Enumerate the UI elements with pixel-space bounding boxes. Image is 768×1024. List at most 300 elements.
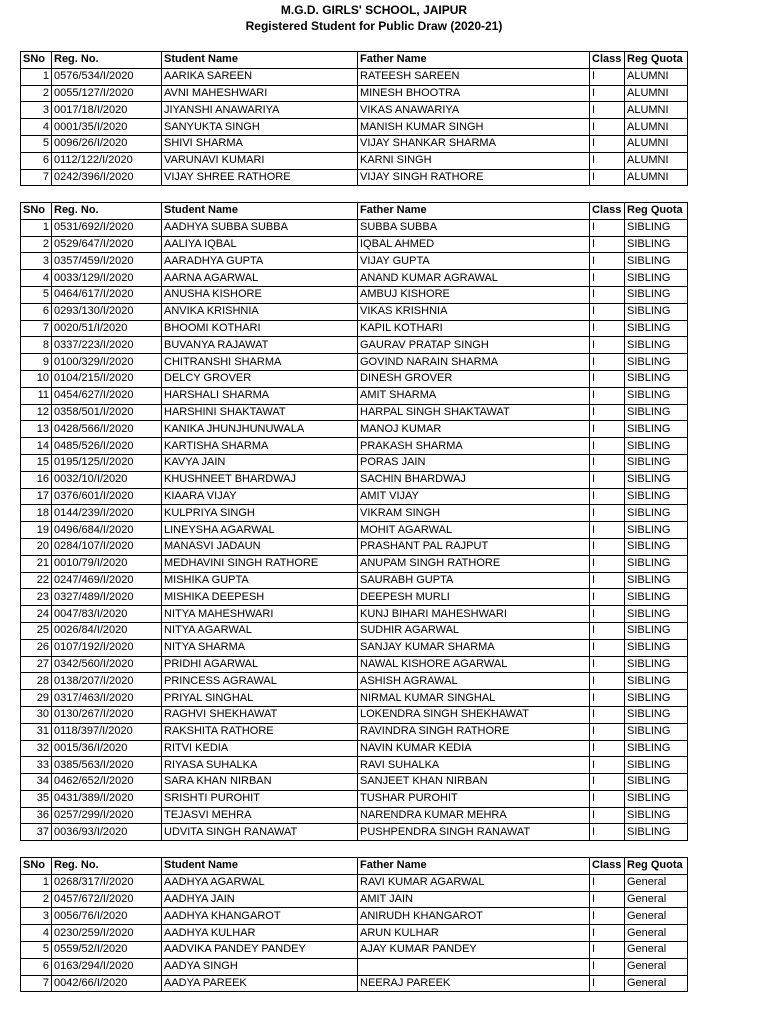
column-header-student-name: Student Name [162, 858, 358, 875]
table-row [21, 236, 688, 253]
reg-no-cell: 0385/563/I/2020 [52, 757, 162, 774]
reg-quota-cell: SIBLING [625, 471, 688, 488]
sno-cell: 22 [21, 572, 52, 589]
table-row [21, 102, 688, 119]
father-name-cell: AMIT JAIN [358, 891, 590, 908]
table-row [21, 337, 688, 354]
sno-cell: 9 [21, 354, 52, 371]
sno-cell: 32 [21, 740, 52, 757]
reg-quota-cell: SIBLING [625, 270, 688, 287]
sno-cell: 12 [21, 404, 52, 421]
reg-quota-cell: ALUMNI [625, 119, 688, 136]
student-name-cell: AADHYA SUBBA SUBBA [162, 219, 358, 236]
document-subtitle: Registered Student for Public Draw (2020-21) [245, 19, 503, 33]
father-name-cell: PRASHANT PAL RAJPUT [358, 538, 590, 555]
table-row [21, 286, 688, 303]
column-header-sno: SNo [21, 203, 52, 220]
table-row [21, 589, 688, 606]
sno-cell: 29 [21, 690, 52, 707]
reg-no-cell: 0428/566/I/2020 [52, 421, 162, 438]
sno-cell: 7 [21, 169, 52, 186]
class-cell: I [590, 690, 625, 707]
table-row [21, 774, 688, 791]
reg-quota-cell: SIBLING [625, 622, 688, 639]
father-name-cell: LOKENDRA SINGH SHEKHAWAT [358, 706, 590, 723]
table-row [21, 690, 688, 707]
column-header-reg-quota: Reg Quota [625, 203, 688, 220]
student-name-cell: AADVIKA PANDEY PANDEY [162, 941, 358, 958]
student-name-cell: AADYA SINGH [162, 958, 358, 975]
sno-cell: 26 [21, 639, 52, 656]
table-row [21, 522, 688, 539]
father-name-cell: NAWAL KISHORE AGARWAL [358, 656, 590, 673]
sno-cell: 10 [21, 370, 52, 387]
class-cell: I [590, 925, 625, 942]
father-name-cell: HARPAL SINGH SHAKTAWAT [358, 404, 590, 421]
reg-quota-cell: ALUMNI [625, 135, 688, 152]
father-name-cell: PRAKASH SHARMA [358, 438, 590, 455]
student-name-cell: ANVIKA KRISHNIA [162, 303, 358, 320]
sno-cell: 6 [21, 303, 52, 320]
table-row [21, 404, 688, 421]
father-name-cell: GAURAV PRATAP SINGH [358, 337, 590, 354]
reg-quota-cell: SIBLING [625, 790, 688, 807]
reg-no-cell: 0485/526/I/2020 [52, 438, 162, 455]
reg-no-cell: 0055/127/I/2020 [52, 85, 162, 102]
sno-cell: 4 [21, 925, 52, 942]
class-cell: I [590, 354, 625, 371]
reg-quota-cell: SIBLING [625, 807, 688, 824]
reg-no-cell: 0257/299/I/2020 [52, 807, 162, 824]
reg-quota-cell: SIBLING [625, 690, 688, 707]
table-row [21, 925, 688, 942]
father-name-cell: ANUPAM SINGH RATHORE [358, 555, 590, 572]
reg-no-cell: 0047/83/I/2020 [52, 606, 162, 623]
class-cell: I [590, 656, 625, 673]
table-row [21, 740, 688, 757]
reg-quota-cell: SIBLING [625, 370, 688, 387]
sno-cell: 28 [21, 673, 52, 690]
reg-quota-cell: SIBLING [625, 404, 688, 421]
student-name-cell: AADHYA JAIN [162, 891, 358, 908]
sno-cell: 35 [21, 790, 52, 807]
reg-no-cell: 0118/397/I/2020 [52, 723, 162, 740]
student-name-cell: CHITRANSHI SHARMA [162, 354, 358, 371]
sno-cell: 31 [21, 723, 52, 740]
father-name-cell: KAPIL KOTHARI [358, 320, 590, 337]
class-cell: I [590, 958, 625, 975]
class-cell: I [590, 454, 625, 471]
student-name-cell: AARIKA SAREEN [162, 68, 358, 85]
column-header-reg-no: Reg. No. [52, 858, 162, 875]
reg-quota-cell: SIBLING [625, 354, 688, 371]
table-row [21, 169, 688, 186]
reg-no-cell: 0020/51/I/2020 [52, 320, 162, 337]
sno-cell: 13 [21, 421, 52, 438]
table-row [21, 622, 688, 639]
reg-quota-cell: SIBLING [625, 236, 688, 253]
class-cell: I [590, 421, 625, 438]
reg-quota-cell: General [625, 908, 688, 925]
reg-quota-cell: SIBLING [625, 538, 688, 555]
class-cell: I [590, 337, 625, 354]
reg-quota-cell: SIBLING [625, 387, 688, 404]
sno-cell: 5 [21, 941, 52, 958]
reg-no-cell: 0462/652/I/2020 [52, 774, 162, 791]
father-name-cell: KUNJ BIHARI MAHESHWARI [358, 606, 590, 623]
student-name-cell: SANYUKTA SINGH [162, 119, 358, 136]
father-name-cell: AMIT VIJAY [358, 488, 590, 505]
sno-cell: 4 [21, 119, 52, 136]
sno-cell: 16 [21, 471, 52, 488]
reg-quota-cell: SIBLING [625, 320, 688, 337]
table-row [21, 471, 688, 488]
father-name-cell: NIRMAL KUMAR SINGHAL [358, 690, 590, 707]
student-name-cell: SHIVI SHARMA [162, 135, 358, 152]
class-cell: I [590, 438, 625, 455]
reg-quota-cell: SIBLING [625, 824, 688, 841]
class-cell: I [590, 236, 625, 253]
reg-quota-cell: ALUMNI [625, 68, 688, 85]
column-header-father-name: Father Name [358, 52, 590, 69]
table-row [21, 706, 688, 723]
table-row [21, 253, 688, 270]
class-cell: I [590, 135, 625, 152]
father-name-cell: GOVIND NARAIN SHARMA [358, 354, 590, 371]
student-name-cell: PRIDHI AGARWAL [162, 656, 358, 673]
table-row [21, 454, 688, 471]
student-name-cell: RITVI KEDIA [162, 740, 358, 757]
class-cell: I [590, 538, 625, 555]
column-header-father-name: Father Name [358, 858, 590, 875]
reg-no-cell: 0230/259/I/2020 [52, 925, 162, 942]
reg-quota-cell: SIBLING [625, 421, 688, 438]
column-header-student-name: Student Name [162, 52, 358, 69]
column-header-sno: SNo [21, 52, 52, 69]
student-name-cell: MEDHAVINI SINGH RATHORE [162, 555, 358, 572]
student-name-cell: AARNA AGARWAL [162, 270, 358, 287]
class-cell: I [590, 572, 625, 589]
table-row [21, 505, 688, 522]
reg-no-cell: 0036/93/I/2020 [52, 824, 162, 841]
sno-cell: 1 [21, 874, 52, 891]
father-name-cell: IQBAL AHMED [358, 236, 590, 253]
column-header-father-name: Father Name [358, 203, 590, 220]
father-name-cell: AMBUJ KISHORE [358, 286, 590, 303]
father-name-cell: VIJAY GUPTA [358, 253, 590, 270]
table-row [21, 538, 688, 555]
student-name-cell: AADYA PAREEK [162, 975, 358, 992]
class-cell: I [590, 706, 625, 723]
column-header-class: Class [590, 858, 625, 875]
table-row [21, 572, 688, 589]
reg-quota-cell: SIBLING [625, 706, 688, 723]
reg-quota-cell: ALUMNI [625, 169, 688, 186]
reg-no-cell: 0464/617/I/2020 [52, 286, 162, 303]
class-cell: I [590, 387, 625, 404]
class-cell: I [590, 774, 625, 791]
reg-quota-cell: SIBLING [625, 589, 688, 606]
reg-no-cell: 0163/294/I/2020 [52, 958, 162, 975]
father-name-cell: PUSHPENDRA SINGH RANAWAT [358, 824, 590, 841]
class-cell: I [590, 169, 625, 186]
reg-quota-cell: SIBLING [625, 522, 688, 539]
class-cell: I [590, 589, 625, 606]
reg-quota-cell: ALUMNI [625, 152, 688, 169]
class-cell: I [590, 102, 625, 119]
sno-cell: 21 [21, 555, 52, 572]
father-name-cell: MANOJ KUMAR [358, 421, 590, 438]
student-name-cell: UDVITA SINGH RANAWAT [162, 824, 358, 841]
father-name-cell: MANISH KUMAR SINGH [358, 119, 590, 136]
reg-no-cell: 0032/10/I/2020 [52, 471, 162, 488]
reg-no-cell: 0454/627/I/2020 [52, 387, 162, 404]
father-name-cell: NAVIN KUMAR KEDIA [358, 740, 590, 757]
class-cell: I [590, 874, 625, 891]
sno-cell: 27 [21, 656, 52, 673]
sno-cell: 4 [21, 270, 52, 287]
class-cell: I [590, 286, 625, 303]
student-name-cell: DELCY GROVER [162, 370, 358, 387]
father-name-cell: SANJEET KHAN NIRBAN [358, 774, 590, 791]
sno-cell: 5 [21, 286, 52, 303]
reg-no-cell: 0247/469/I/2020 [52, 572, 162, 589]
father-name-cell: VIJAY SINGH RATHORE [358, 169, 590, 186]
table-row [21, 606, 688, 623]
reg-no-cell: 0042/66/I/2020 [52, 975, 162, 992]
table-row [21, 438, 688, 455]
father-name-cell: SACHIN BHARDWAJ [358, 471, 590, 488]
class-cell: I [590, 152, 625, 169]
reg-no-cell: 0017/18/I/2020 [52, 102, 162, 119]
father-name-cell: RAVINDRA SINGH RATHORE [358, 723, 590, 740]
student-name-cell: MISHIKA DEEPESH [162, 589, 358, 606]
class-cell: I [590, 555, 625, 572]
table-row [21, 135, 688, 152]
table-row [21, 790, 688, 807]
sno-cell: 25 [21, 622, 52, 639]
table-row [21, 354, 688, 371]
sno-cell: 14 [21, 438, 52, 455]
reg-no-cell: 0104/215/I/2020 [52, 370, 162, 387]
reg-quota-cell: SIBLING [625, 488, 688, 505]
sno-cell: 1 [21, 68, 52, 85]
reg-no-cell: 0026/84/I/2020 [52, 622, 162, 639]
sno-cell: 3 [21, 908, 52, 925]
table-row [21, 891, 688, 908]
column-header-class: Class [590, 52, 625, 69]
reg-quota-cell: SIBLING [625, 774, 688, 791]
sno-cell: 3 [21, 253, 52, 270]
class-cell: I [590, 404, 625, 421]
student-name-cell: HARSHINI SHAKTAWAT [162, 404, 358, 421]
sno-cell: 34 [21, 774, 52, 791]
reg-no-cell: 0358/501/I/2020 [52, 404, 162, 421]
student-name-cell: RIYASA SUHALKA [162, 757, 358, 774]
table-row [21, 119, 688, 136]
reg-no-cell: 0342/560/I/2020 [52, 656, 162, 673]
table-row [21, 488, 688, 505]
general-table [20, 857, 688, 992]
father-name-cell: ANAND KUMAR AGRAWAL [358, 270, 590, 287]
student-name-cell: NITYA AGARWAL [162, 622, 358, 639]
table-row [21, 85, 688, 102]
father-name-cell: MINESH BHOOTRA [358, 85, 590, 102]
class-cell: I [590, 824, 625, 841]
column-header-reg-quota: Reg Quota [625, 52, 688, 69]
student-name-cell: NITYA SHARMA [162, 639, 358, 656]
sibling-table [20, 202, 688, 841]
table-row [21, 941, 688, 958]
column-header-reg-no: Reg. No. [52, 203, 162, 220]
reg-no-cell: 0010/79/I/2020 [52, 555, 162, 572]
reg-quota-cell: SIBLING [625, 219, 688, 236]
class-cell: I [590, 320, 625, 337]
sno-cell: 8 [21, 337, 52, 354]
table-row [21, 370, 688, 387]
sno-cell: 36 [21, 807, 52, 824]
reg-no-cell: 0559/52/I/2020 [52, 941, 162, 958]
table-row [21, 639, 688, 656]
reg-no-cell: 0268/317/I/2020 [52, 874, 162, 891]
reg-quota-cell: SIBLING [625, 253, 688, 270]
reg-quota-cell: SIBLING [625, 572, 688, 589]
reg-no-cell: 0337/223/I/2020 [52, 337, 162, 354]
sno-cell: 23 [21, 589, 52, 606]
father-name-cell: RAVI SUHALKA [358, 757, 590, 774]
class-cell: I [590, 303, 625, 320]
class-cell: I [590, 522, 625, 539]
student-name-cell: AADHYA KHANGAROT [162, 908, 358, 925]
father-name-cell: SAURABH GUPTA [358, 572, 590, 589]
class-cell: I [590, 639, 625, 656]
reg-quota-cell: General [625, 958, 688, 975]
reg-no-cell: 0112/122/I/2020 [52, 152, 162, 169]
student-name-cell: KULPRIYA SINGH [162, 505, 358, 522]
student-name-cell: BUVANYA RAJAWAT [162, 337, 358, 354]
reg-no-cell: 0015/36/I/2020 [52, 740, 162, 757]
reg-quota-cell: SIBLING [625, 438, 688, 455]
sno-cell: 37 [21, 824, 52, 841]
father-name-cell: ASHISH AGRAWAL [358, 673, 590, 690]
table-row [21, 219, 688, 236]
reg-quota-cell: ALUMNI [625, 85, 688, 102]
sno-cell: 17 [21, 488, 52, 505]
reg-no-cell: 0531/692/I/2020 [52, 219, 162, 236]
reg-quota-cell: General [625, 941, 688, 958]
table-row [21, 421, 688, 438]
sno-cell: 7 [21, 320, 52, 337]
sno-cell: 19 [21, 522, 52, 539]
class-cell: I [590, 941, 625, 958]
class-cell: I [590, 673, 625, 690]
table-row [21, 656, 688, 673]
reg-no-cell: 0001/35/I/2020 [52, 119, 162, 136]
father-name-cell: MOHIT AGARWAL [358, 522, 590, 539]
class-cell: I [590, 606, 625, 623]
reg-quota-cell: General [625, 874, 688, 891]
sno-cell: 6 [21, 958, 52, 975]
sno-cell: 33 [21, 757, 52, 774]
reg-no-cell: 0096/26/I/2020 [52, 135, 162, 152]
student-name-cell: LINEYSHA AGARWAL [162, 522, 358, 539]
reg-quota-cell: SIBLING [625, 606, 688, 623]
header-row [21, 52, 688, 69]
student-name-cell: PRIYAL SINGHAL [162, 690, 358, 707]
sno-cell: 24 [21, 606, 52, 623]
student-name-cell: RAGHVI SHEKHAWAT [162, 706, 358, 723]
father-name-cell: VIJAY SHANKAR SHARMA [358, 135, 590, 152]
student-name-cell: SARA KHAN NIRBAN [162, 774, 358, 791]
reg-no-cell: 0056/76/I/2020 [52, 908, 162, 925]
class-cell: I [590, 908, 625, 925]
father-name-cell: TUSHAR PUROHIT [358, 790, 590, 807]
student-name-cell: JIYANSHI ANAWARIYA [162, 102, 358, 119]
class-cell: I [590, 219, 625, 236]
class-cell: I [590, 740, 625, 757]
student-name-cell: KAVYA JAIN [162, 454, 358, 471]
header-row [21, 203, 688, 220]
reg-no-cell: 0242/396/I/2020 [52, 169, 162, 186]
reg-no-cell: 0376/601/I/2020 [52, 488, 162, 505]
sno-cell: 18 [21, 505, 52, 522]
table-row [21, 824, 688, 841]
table-row [21, 303, 688, 320]
sno-cell: 2 [21, 85, 52, 102]
reg-no-cell: 0317/463/I/2020 [52, 690, 162, 707]
father-name-cell: ANIRUDH KHANGAROT [358, 908, 590, 925]
reg-no-cell: 0130/267/I/2020 [52, 706, 162, 723]
reg-no-cell: 0576/534/I/2020 [52, 68, 162, 85]
class-cell: I [590, 723, 625, 740]
student-name-cell: BHOOMI KOTHARI [162, 320, 358, 337]
reg-quota-cell: SIBLING [625, 337, 688, 354]
student-name-cell: PRINCESS AGRAWAL [162, 673, 358, 690]
class-cell: I [590, 471, 625, 488]
class-cell: I [590, 119, 625, 136]
table-row [21, 807, 688, 824]
column-header-reg-no: Reg. No. [52, 52, 162, 69]
student-name-cell: MISHIKA GUPTA [162, 572, 358, 589]
sno-cell: 30 [21, 706, 52, 723]
column-header-class: Class [590, 203, 625, 220]
reg-no-cell: 0284/107/I/2020 [52, 538, 162, 555]
sno-cell: 5 [21, 135, 52, 152]
sno-cell: 15 [21, 454, 52, 471]
reg-quota-cell: SIBLING [625, 740, 688, 757]
father-name-cell: DINESH GROVER [358, 370, 590, 387]
student-name-cell: AADHYA AGARWAL [162, 874, 358, 891]
reg-no-cell: 0357/459/I/2020 [52, 253, 162, 270]
student-name-cell: VIJAY SHREE RATHORE [162, 169, 358, 186]
sno-cell: 2 [21, 891, 52, 908]
table-row [21, 958, 688, 975]
table-row [21, 387, 688, 404]
reg-no-cell: 0457/672/I/2020 [52, 891, 162, 908]
student-name-cell: MANASVI JADAUN [162, 538, 358, 555]
class-cell: I [590, 270, 625, 287]
reg-quota-cell: SIBLING [625, 673, 688, 690]
student-name-cell: KARTISHA SHARMA [162, 438, 358, 455]
sno-cell: 2 [21, 236, 52, 253]
father-name-cell [358, 958, 590, 975]
reg-no-cell: 0107/192/I/2020 [52, 639, 162, 656]
reg-quota-cell: ALUMNI [625, 102, 688, 119]
reg-quota-cell: SIBLING [625, 303, 688, 320]
column-header-sno: SNo [21, 858, 52, 875]
father-name-cell: AJAY KUMAR PANDEY [358, 941, 590, 958]
reg-quota-cell: SIBLING [625, 757, 688, 774]
